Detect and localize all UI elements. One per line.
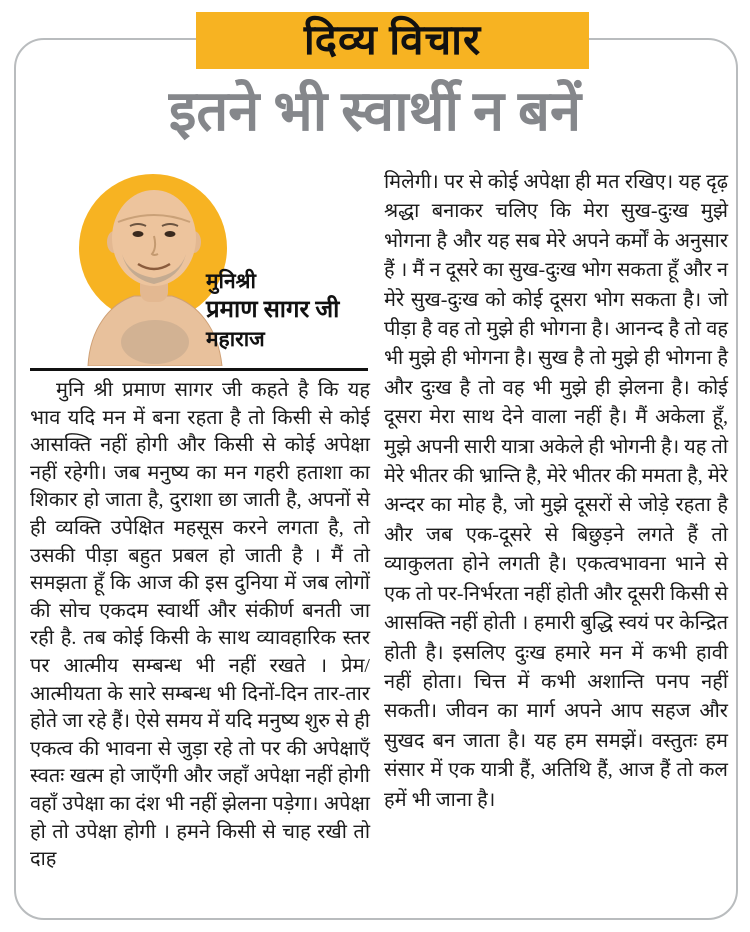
left-column — [30, 168, 370, 910]
article-body — [30, 168, 728, 910]
article-text-left: मुनि श्री प्रमाण सागर जी कहते है कि यह भाव यदि मन में बना रहता है तो किसी से कोई आसक्ति नहीं होगी और किसी से कोई अपेक्षा नहीं रहेगी। जब मनुष्य का मन गहरी हताशा का शिकार हो जाता है, दुराशा छा जाती है, अपनों से ही व्यक्ति उपेक्षित महसूस करने लगता है, तो उसकी पीड़ा बहुत प्रबल हो जाती है । मैं तो समझता हूँ कि आज की इस दुनिया में जब लोगों की सोच एकदम स्वार्थी और संकीर्ण बनती जा रही है. तब कोई किसी के साथ व्यावहारिक स्तर पर आत्मीय सम्बन्ध भी नहीं रखते । प्रेम/आत्मीयता के सारे सम्बन्ध भी दिनों-दिन तार-तार होते जा रहे हैं। ऐसे समय में यदि मनुष्य शुरु से ही एकत्व की भावना से जुड़ा रहे तो पर की अपेक्षाएँ स्वतः खत्म हो जाएँगी और जहाँ अपेक्षा नहीं होगी वहाँ उपेक्षा का दंश भी नहीं झेलना पड़ेगा। अपेक्षा हो तो उपेक्षा होगी । हमने किसी से चाह रखी तो दाह — [30, 379, 370, 871]
section-banner — [196, 12, 589, 69]
author-name: प्रमाण सागर जी — [206, 297, 340, 324]
author-photo-block — [30, 168, 370, 366]
caption-divider-rule — [30, 368, 368, 371]
article-headline: इतने भी स्वार्थी न बनें — [168, 81, 582, 143]
author-prefix: मुनिश्री — [206, 269, 256, 293]
right-column — [384, 168, 728, 910]
author-suffix: महाराज — [206, 327, 265, 352]
article-text-right: मिलेगी। पर से कोई अपेक्षा ही मत रखिए। यह दृढ़ श्रद्धा बनाकर चलिए कि मेरा सुख-दुःख मुझे भोगना है और यह सब मेरे अपने कर्मों के अनुसार हैं । मैं न दूसरे का सुख-दुःख भोग सकता हूँ और न मेरे सुख-दुःख को कोई दूसरा भोग सकता है। जो पीड़ा है वह तो मुझे ही भोगना है। आनन्द है तो वह भी मुझे ही भोगना है। सुख है तो मुझे ही भोगना है और दुःख है तो वह भी मुझे ही झेलना है। कोई दूसरा मेरा साथ देने वाला नहीं है। मैं अकेला हूँ, मुझे अपनी सारी यात्रा अकेले ही भोगनी है। यह तो मेरे भीतर की भ्रान्ति है, मेरे भीतर की ममता है, मेरे अन्दर का मोह है, जो मुझे दूसरों से जोड़े रहता है और जब एक-दूसरे से बिछुड़ने लगते हैं तो व्याकुलता होने लगती है। एकत्वभावना भाने से एक तो पर-निर्भरता नहीं होती और दूसरी किसी से आसक्ति नहीं होती । हमारी बुद्धि स्वयं पर केन्द्रित होती है। इसलिए दुःख हमारे मन में कभी हावी नहीं होता। चित्त में कभी अशान्ति पनप नहीं सकती। जीवन का मार्ग अपने आप सहज और सुखद बन जाता है। यह हम समझें। वस्तुतः हम संसार में एक यात्री हैं, अतिथि हैं, आज हैं तो कल हमें भी जाना है। — [384, 171, 728, 811]
author-caption — [206, 268, 370, 354]
section-banner-label: दिव्य विचार — [303, 17, 482, 64]
